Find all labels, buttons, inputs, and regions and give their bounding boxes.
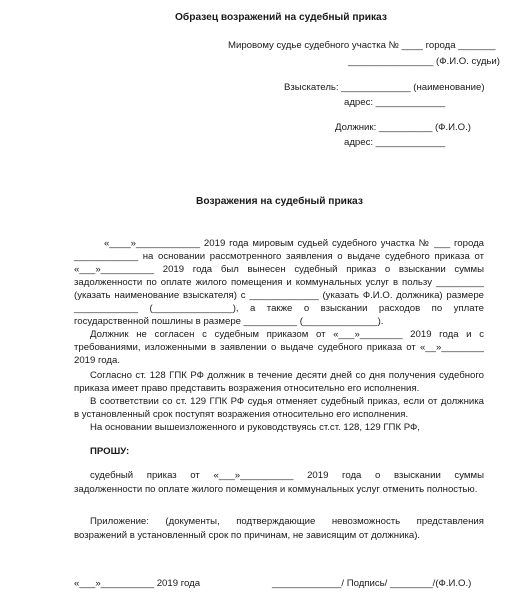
footer-date: «___»__________ 2019 года [74, 578, 201, 589]
paragraph-line: «___»__________ 2019 года был вынесен судебный приказ о взыскании суммы [74, 264, 484, 275]
paragraph-line: ____________ (_______________), а также о взыскании расходов по уплате [74, 303, 484, 314]
paragraph-line: «____»____________ 2019 года мировым судьей судебного участка № ___ города [104, 238, 484, 249]
paragraph-line: возражений в установленный срок по причинам, не зависящим от должника). [74, 530, 421, 541]
paragraph-line: задолженности по оплате жилого помещения и коммунальных услуг в пользу _________ [74, 277, 484, 288]
claimant-line: Взыскатель: _____________ (наименование) [284, 82, 485, 93]
paragraph-line: Должник не согласен с судебным приказом от «___»________ 2019 года и с [90, 329, 484, 340]
paragraph-grounds: На основании вышеизложенного и руководствуясь ст.ст. 128, 129 ГПК РФ, [90, 422, 420, 433]
debtor-address-line: адрес: _____________ [344, 137, 446, 148]
paragraph-line: ____________ на основании рассмотренного заявления о выдаче судебного приказа от [74, 251, 484, 262]
paragraph-line: приказа имеет право представить возражения относительно его исполнения. [74, 383, 420, 394]
claimant-address-line: адрес: _____________ [344, 97, 446, 108]
judge-name-line: ________________ (Ф.И.О. судьи) [348, 56, 500, 67]
debtor-line: Должник: __________ (Ф.И.О.) [335, 122, 471, 133]
request-heading: ПРОШУ: [90, 446, 130, 457]
paragraph-line: судебный приказ от «___»__________ 2019 года о взыскании суммы [90, 470, 484, 481]
paragraph-line: требованиями, изложенными в заявлении о выдаче судебного приказа от «__»________ [74, 342, 484, 353]
paragraph-line: в установленный срок поступят возражения относительно его исполнения. [74, 409, 409, 420]
paragraph-line: Приложение: (документы, подтверждающие невозможность представления [90, 516, 484, 527]
paragraph-line: задолженности по оплате жилого помещения и коммунальных услуг отменить полностью. [74, 484, 478, 495]
footer-signature: _____________/ Подпись/ ________/(Ф.И.О.) [272, 578, 472, 589]
document-sample-title: Образец возражений на судебный приказ [175, 12, 387, 23]
paragraph-line: В соответствии со ст. 129 ГПК РФ судья отменяет судебный приказ, если от должника [90, 396, 484, 407]
paragraph-line: (указать наименование взыскателя) с _____________ (указать Ф.И.О. должника) размере [74, 290, 484, 301]
paragraph-line: Согласно ст. 128 ГПК РФ должник в течение десяти дней со дня получения судебного [90, 370, 484, 381]
document-title: Возражения на судебный приказ [196, 196, 363, 207]
paragraph-line: государственной пошлины в размере __________ (______________). [74, 316, 384, 327]
paragraph-line: 2019 года. [74, 355, 121, 366]
addressee-line: Мировому судье судебного участка № ____ города _______ [228, 40, 496, 51]
